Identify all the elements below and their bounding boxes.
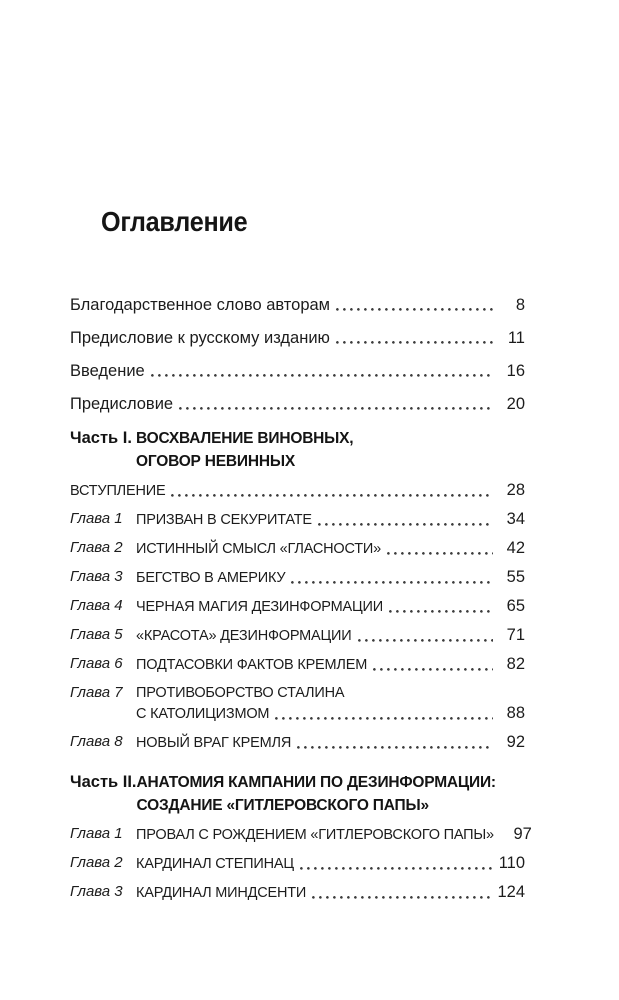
entry-last-line bbox=[136, 538, 525, 559]
part-title bbox=[137, 771, 496, 817]
entry-body bbox=[136, 509, 525, 530]
entry-title: КАРДИНАЛ СТЕПИНАЦ bbox=[136, 856, 294, 872]
entry-last-line bbox=[136, 625, 525, 646]
chapter-label: Глава 7 bbox=[70, 684, 123, 701]
toc-entry bbox=[70, 328, 525, 348]
entry-body bbox=[70, 361, 525, 381]
entry-title: Предисловие к русскому изданию bbox=[70, 329, 330, 347]
toc-entry bbox=[70, 683, 525, 724]
entry-page-number: 82 bbox=[506, 655, 525, 673]
toc-entry bbox=[70, 394, 525, 414]
toc-entry bbox=[70, 295, 525, 315]
dot-leader bbox=[151, 374, 493, 377]
entry-body bbox=[136, 538, 525, 559]
parts-container bbox=[70, 427, 532, 903]
entry-last-line bbox=[136, 654, 525, 675]
entry-page-number: 34 bbox=[506, 510, 525, 528]
entry-title: БЕГСТВО В АМЕРИКУ bbox=[136, 570, 286, 586]
entry-last-line bbox=[136, 596, 525, 617]
entry-body bbox=[136, 853, 525, 874]
chapter-label: Глава 6 bbox=[70, 655, 123, 672]
part-section bbox=[70, 427, 525, 753]
entry-page-number: 97 bbox=[513, 825, 532, 843]
chapter-label: Глава 1 bbox=[70, 825, 123, 842]
toc-entry bbox=[70, 853, 525, 874]
entry-title: С КАТОЛИЦИЗМОМ bbox=[136, 706, 270, 722]
entry-title: «КРАСОТА» ДЕЗИНФОРМАЦИИ bbox=[136, 628, 352, 644]
entry-title: Благодарственное слово авторам bbox=[70, 296, 331, 314]
entry-last-line bbox=[136, 567, 525, 588]
dot-leader bbox=[318, 523, 493, 526]
entry-page-number: 55 bbox=[506, 568, 525, 586]
dot-leader bbox=[373, 668, 493, 671]
entry-title: КАРДИНАЛ МИНДСЕНТИ bbox=[136, 885, 307, 901]
part-title bbox=[136, 427, 353, 473]
entry-page-number: 92 bbox=[506, 733, 525, 751]
entry-page-number: 65 bbox=[506, 597, 525, 615]
entry-page-number: 8 bbox=[515, 296, 525, 314]
entry-last-line bbox=[70, 361, 525, 381]
toc-entry bbox=[70, 882, 525, 903]
part-title-line: СОЗДАНИЕ «ГИТЛЕРОВСКОГО ПАПЫ» bbox=[136, 797, 429, 814]
entry-last-line bbox=[70, 295, 525, 315]
toc-entry bbox=[70, 732, 525, 753]
entry-body bbox=[136, 882, 525, 903]
entry-body bbox=[136, 683, 525, 724]
toc-entry bbox=[70, 824, 532, 845]
entry-body bbox=[70, 295, 525, 315]
entry-last-line bbox=[136, 882, 525, 903]
entry-body bbox=[136, 824, 532, 845]
entry-last-line bbox=[70, 328, 525, 348]
entry-body bbox=[70, 394, 525, 414]
dot-leader bbox=[275, 717, 493, 720]
part-label: Часть I. bbox=[70, 429, 132, 447]
entry-body bbox=[70, 328, 525, 348]
toc-entry bbox=[70, 654, 525, 675]
entry-body bbox=[136, 654, 525, 675]
part-heading bbox=[70, 771, 525, 817]
entry-title: ВСТУПЛЕНИЕ bbox=[70, 483, 166, 499]
part-section bbox=[70, 771, 532, 903]
part-label: Часть II. bbox=[70, 773, 137, 791]
entry-title: НОВЫЙ ВРАГ КРЕМЛЯ bbox=[136, 735, 292, 751]
entry-body bbox=[136, 596, 525, 617]
chapter-label: Глава 5 bbox=[70, 626, 123, 643]
toc-entry bbox=[70, 596, 525, 617]
entry-last-line bbox=[136, 509, 525, 530]
part-title-line: ОГОВОР НЕВИННЫХ bbox=[136, 453, 295, 470]
toc-entry bbox=[70, 509, 525, 530]
chapter-label: Глава 1 bbox=[70, 510, 123, 527]
toc-entry bbox=[70, 567, 525, 588]
entry-last-line bbox=[136, 853, 525, 874]
chapter-label: Глава 2 bbox=[70, 854, 123, 871]
chapter-label: Глава 4 bbox=[70, 597, 123, 614]
entry-page-number: 16 bbox=[506, 362, 525, 380]
entry-last-line bbox=[70, 480, 525, 501]
entry-page-number: 124 bbox=[497, 883, 525, 901]
entry-last-line bbox=[136, 732, 525, 753]
entry-title: ПРОВАЛ С РОЖДЕНИЕМ «ГИТЛЕРОВСКОГО ПАПЫ» bbox=[136, 827, 494, 843]
entry-page-number: 71 bbox=[506, 626, 525, 644]
dot-leader bbox=[312, 896, 491, 899]
chapter-label: Глава 3 bbox=[70, 568, 123, 585]
part-title-line: ВОСХВАЛЕНИЕ ВИНОВНЫХ, bbox=[136, 430, 354, 447]
dot-leader bbox=[300, 867, 493, 870]
dot-leader bbox=[358, 639, 494, 642]
toc-entry bbox=[70, 538, 525, 559]
dot-leader bbox=[336, 308, 493, 311]
entry-title: ИСТИННЫЙ СМЫСЛ «ГЛАСНОСТИ» bbox=[136, 541, 382, 557]
entry-body bbox=[136, 732, 525, 753]
entry-body bbox=[136, 625, 525, 646]
chapter-label: Глава 8 bbox=[70, 733, 123, 750]
entry-page-number: 110 bbox=[498, 854, 525, 872]
entry-title-line: ПРОТИВОБОРСТВО СТАЛИНА bbox=[136, 685, 345, 701]
dot-leader bbox=[389, 610, 493, 613]
entry-title: ПОДТАСОВКИ ФАКТОВ КРЕМЛЕМ bbox=[136, 657, 368, 673]
part-entries bbox=[70, 824, 532, 903]
page-title: Оглавление bbox=[101, 206, 248, 237]
entry-title: Введение bbox=[70, 362, 145, 380]
entry-last-line bbox=[136, 824, 532, 845]
entry-body bbox=[136, 567, 525, 588]
dot-leader bbox=[171, 494, 493, 497]
entry-title: ЧЕРНАЯ МАГИЯ ДЕЗИНФОРМАЦИИ bbox=[136, 599, 383, 615]
part-heading bbox=[70, 427, 525, 473]
entry-page-number: 42 bbox=[506, 539, 525, 557]
entry-page-number: 88 bbox=[506, 704, 525, 722]
entry-page-number: 20 bbox=[506, 395, 525, 413]
entry-page-number: 28 bbox=[506, 481, 525, 499]
dot-leader bbox=[297, 746, 493, 749]
toc-entry bbox=[70, 361, 525, 381]
entry-body bbox=[70, 480, 525, 501]
part-entries bbox=[70, 480, 525, 753]
dot-leader bbox=[179, 407, 493, 410]
entry-title: ПРИЗВАН В СЕКУРИТАТЕ bbox=[136, 512, 312, 528]
toc-entry bbox=[70, 480, 525, 501]
chapter-label: Глава 3 bbox=[70, 883, 123, 900]
dot-leader bbox=[336, 341, 493, 344]
entry-last-line bbox=[136, 703, 525, 724]
part-title-line: АНАТОМИЯ КАМПАНИИ ПО ДЕЗИНФОРМАЦИИ: bbox=[136, 774, 496, 791]
chapter-label: Глава 2 bbox=[70, 539, 123, 556]
dot-leader bbox=[291, 581, 493, 584]
dot-leader bbox=[387, 552, 493, 555]
entry-page-number: 11 bbox=[507, 329, 525, 347]
entry-last-line bbox=[70, 394, 525, 414]
toc-entry bbox=[70, 625, 525, 646]
front-matter-list bbox=[70, 295, 525, 414]
entry-title: Предисловие bbox=[70, 395, 174, 413]
